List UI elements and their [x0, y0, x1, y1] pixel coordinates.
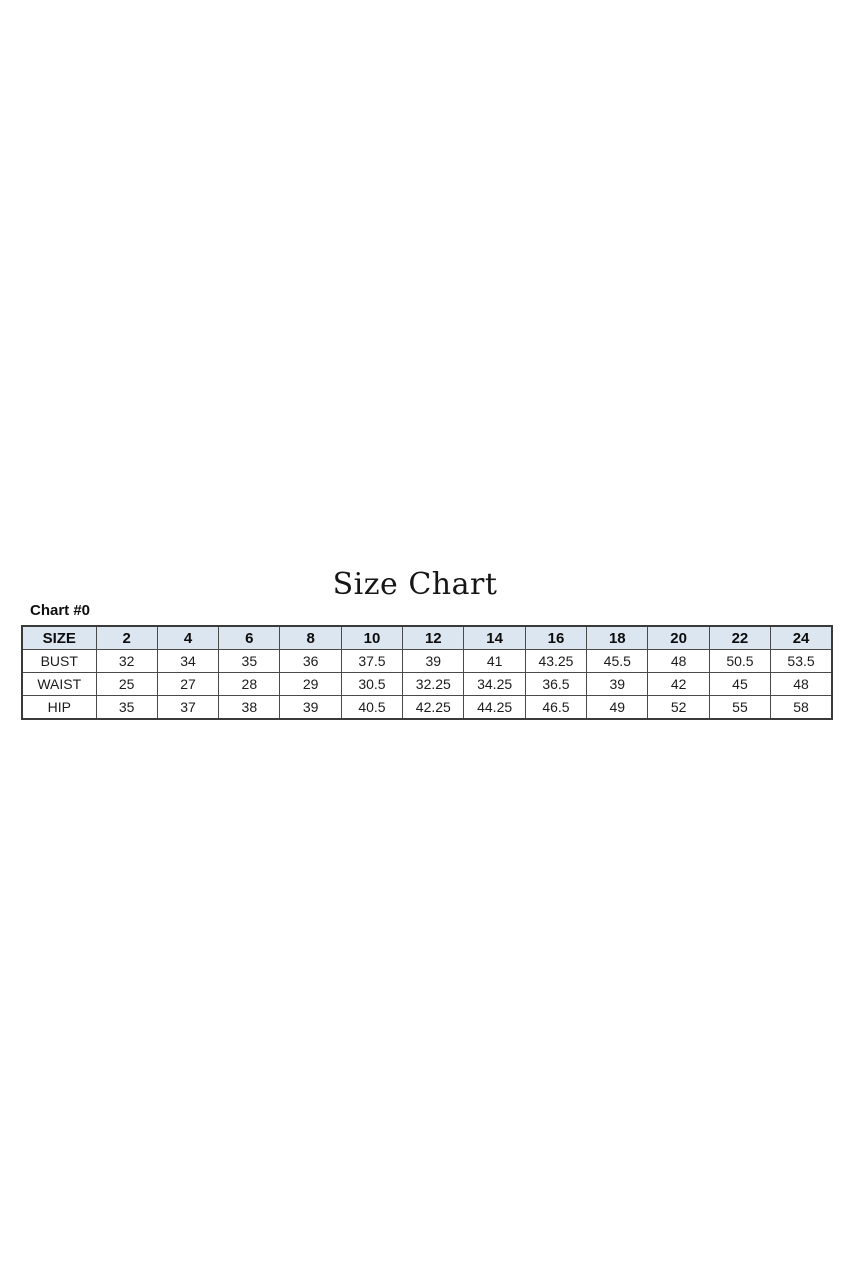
column-header: 18: [587, 626, 648, 650]
column-header: 2: [96, 626, 157, 650]
table-cell: 27: [157, 673, 218, 696]
table-cell: 48: [771, 673, 832, 696]
column-header: 6: [219, 626, 280, 650]
column-header: 12: [403, 626, 464, 650]
header-row: [22, 626, 832, 650]
row-label: WAIST: [22, 673, 96, 696]
table-row-bust: [22, 650, 832, 673]
table-cell: 52: [648, 696, 709, 720]
table-cell: 35: [96, 696, 157, 720]
table-cell: 43.25: [525, 650, 586, 673]
table-cell: 53.5: [771, 650, 832, 673]
table-cell: 48: [648, 650, 709, 673]
table-cell: 44.25: [464, 696, 525, 720]
column-header: 16: [525, 626, 586, 650]
column-header: 14: [464, 626, 525, 650]
chart-label: Chart #0: [30, 602, 91, 619]
table-cell: 39: [403, 650, 464, 673]
column-header-size: SIZE: [22, 626, 96, 650]
table-cell: 34: [157, 650, 218, 673]
table-cell: 35: [219, 650, 280, 673]
table-cell: 46.5: [525, 696, 586, 720]
table-row-waist: [22, 673, 832, 696]
table-row-hip: [22, 696, 832, 720]
table-cell: 32: [96, 650, 157, 673]
table-cell: 42.25: [403, 696, 464, 720]
table-cell: 32.25: [403, 673, 464, 696]
table-cell: 39: [587, 673, 648, 696]
table-cell: 34.25: [464, 673, 525, 696]
row-label: BUST: [22, 650, 96, 673]
row-label: HIP: [22, 696, 96, 720]
column-header: 4: [157, 626, 218, 650]
table-cell: 42: [648, 673, 709, 696]
table-cell: 36.5: [525, 673, 586, 696]
column-header: 24: [771, 626, 832, 650]
size-chart-table: [21, 625, 833, 720]
table-cell: 45.5: [587, 650, 648, 673]
table-cell: 50.5: [709, 650, 770, 673]
table-cell: 29: [280, 673, 341, 696]
table-cell: 37.5: [341, 650, 402, 673]
table-cell: 45: [709, 673, 770, 696]
table-cell: 28: [219, 673, 280, 696]
column-header: 8: [280, 626, 341, 650]
table-cell: 55: [709, 696, 770, 720]
table-cell: 25: [96, 673, 157, 696]
table-cell: 37: [157, 696, 218, 720]
column-header: 22: [709, 626, 770, 650]
table-cell: 36: [280, 650, 341, 673]
column-header: 10: [341, 626, 402, 650]
column-header: 20: [648, 626, 709, 650]
table-cell: 58: [771, 696, 832, 720]
table-cell: 41: [464, 650, 525, 673]
table-cell: 49: [587, 696, 648, 720]
table-cell: 38: [219, 696, 280, 720]
table-cell: 39: [280, 696, 341, 720]
table-cell: 40.5: [341, 696, 402, 720]
page-title: Size Chart: [332, 567, 498, 602]
table-cell: 30.5: [341, 673, 402, 696]
